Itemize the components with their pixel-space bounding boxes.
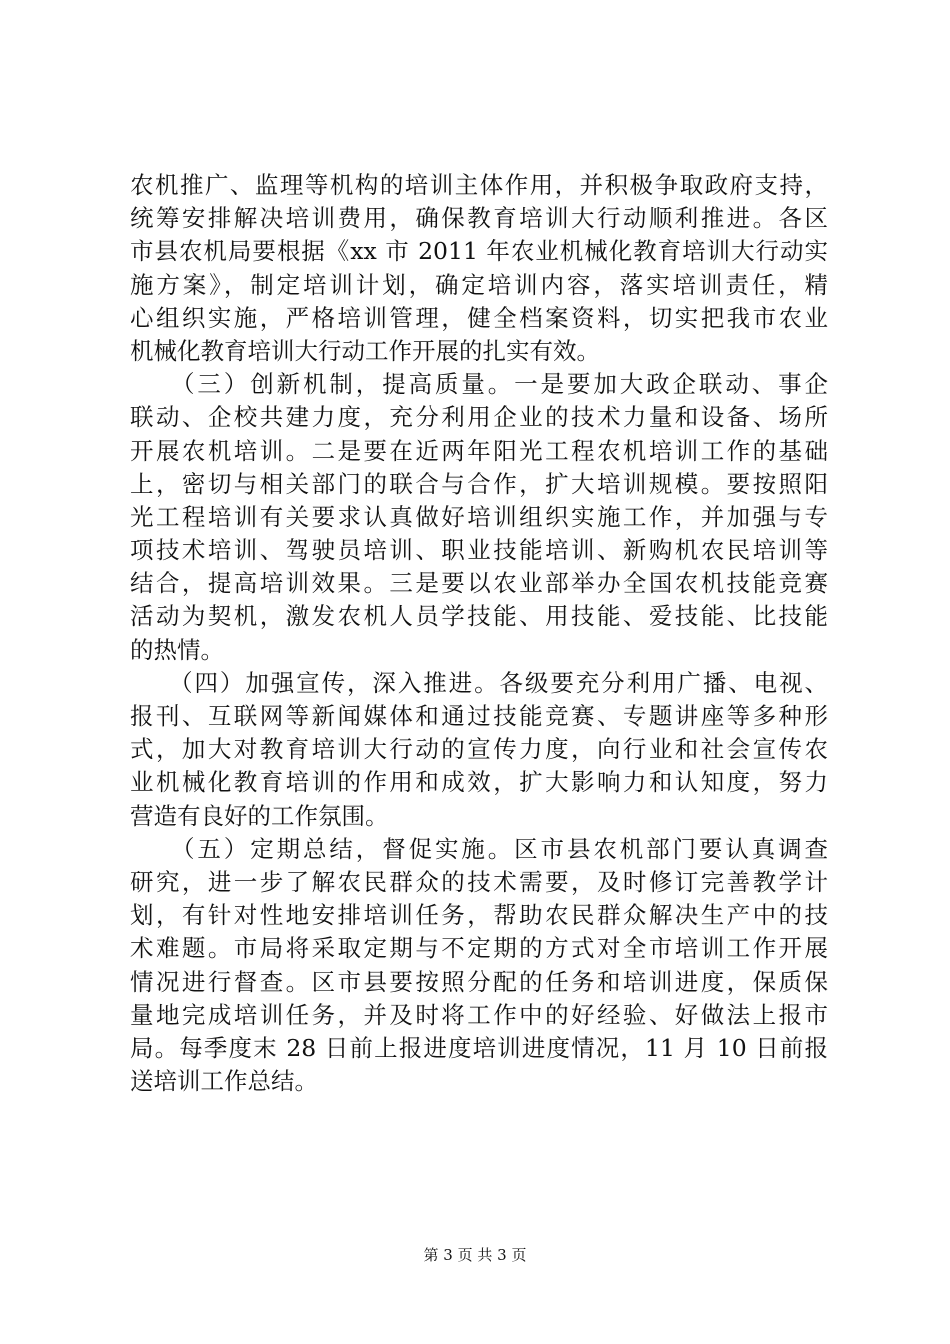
text-line: 研究，进一步了解农民群众的技术需要，及时修订完善教学计 <box>130 867 828 896</box>
text-line: 业机械化教育培训的作用和成效，扩大影响力和认知度，努力 <box>130 768 828 797</box>
text-line: 式，加大对教育培训大行动的宣传力度，向行业和社会宣传农 <box>130 735 828 764</box>
text-line: 量地完成培训任务，并及时将工作中的好经验、好做法上报市 <box>130 1000 828 1029</box>
text-line: 上，密切与相关部门的联合与合作，扩大培训规模。要按照阳 <box>130 469 828 498</box>
text-line: 统筹安排解决培训费用，确保教育培训大行动顺利推进。各区 <box>130 204 828 233</box>
text-line: （四）加强宣传，深入推进。各级要充分利用广播、电视、 <box>130 668 828 697</box>
text-line: 营造有良好的工作氛围。 <box>130 801 389 830</box>
text-line: （五）定期总结，督促实施。区市县农机部门要认真调查 <box>130 834 828 863</box>
text-line: 结合，提高培训效果。三是要以农业部举办全国农机技能竞赛 <box>130 569 828 598</box>
text-line: 的热情。 <box>130 635 224 664</box>
document-body <box>130 169 828 1098</box>
text-line: 术难题。市局将采取定期与不定期的方式对全市培训工作开展 <box>130 934 828 963</box>
text-line: 开展农机培训。二是要在近两年阳光工程农机培训工作的基础 <box>130 436 828 465</box>
text-line: 划，有针对性地安排培训任务，帮助农民群众解决生产中的技 <box>130 901 828 930</box>
text-line: 活动为契机，激发农机人员学技能、用技能、爱技能、比技能 <box>130 602 828 631</box>
text-line: 局。每季度末 28 日前上报进度培训进度情况，11 月 10 日前报 <box>130 1033 828 1062</box>
text-line: 市县农机局要根据《xx 市 2011 年农业机械化教育培训大行动实 <box>130 237 828 266</box>
text-line: 心组织实施，严格培训管理，健全档案资料，切实把我市农业 <box>130 303 828 332</box>
text-line: 机械化教育培训大行动工作开展的扎实有效。 <box>130 336 600 365</box>
text-line: 项技术培训、驾驶员培训、职业技能培训、新购机农民培训等 <box>130 536 828 565</box>
text-line: 光工程培训有关要求认真做好培训组织实施工作，并加强与专 <box>130 502 828 531</box>
text-line: 送培训工作总结。 <box>130 1067 318 1096</box>
page-number-footer: 第 3 页 共 3 页 <box>423 1246 527 1264</box>
text-line: 施方案》，制定培训计划，确定培训内容，落实培训责任，精 <box>130 270 828 299</box>
text-line: 报刊、互联网等新闻媒体和通过技能竞赛、专题讲座等多种形 <box>130 702 828 730</box>
text-line: 情况进行督查。区市县要按照分配的任务和培训进度，保质保 <box>130 967 828 996</box>
text-line: 联动、企校共建力度，充分利用企业的技术力量和设备、场所 <box>130 403 828 432</box>
text-line: 农机推广、监理等机构的培训主体作用，并积极争取政府支持， <box>130 171 828 199</box>
text-line: （三）创新机制，提高质量。一是要加大政企联动、事企 <box>130 370 828 399</box>
